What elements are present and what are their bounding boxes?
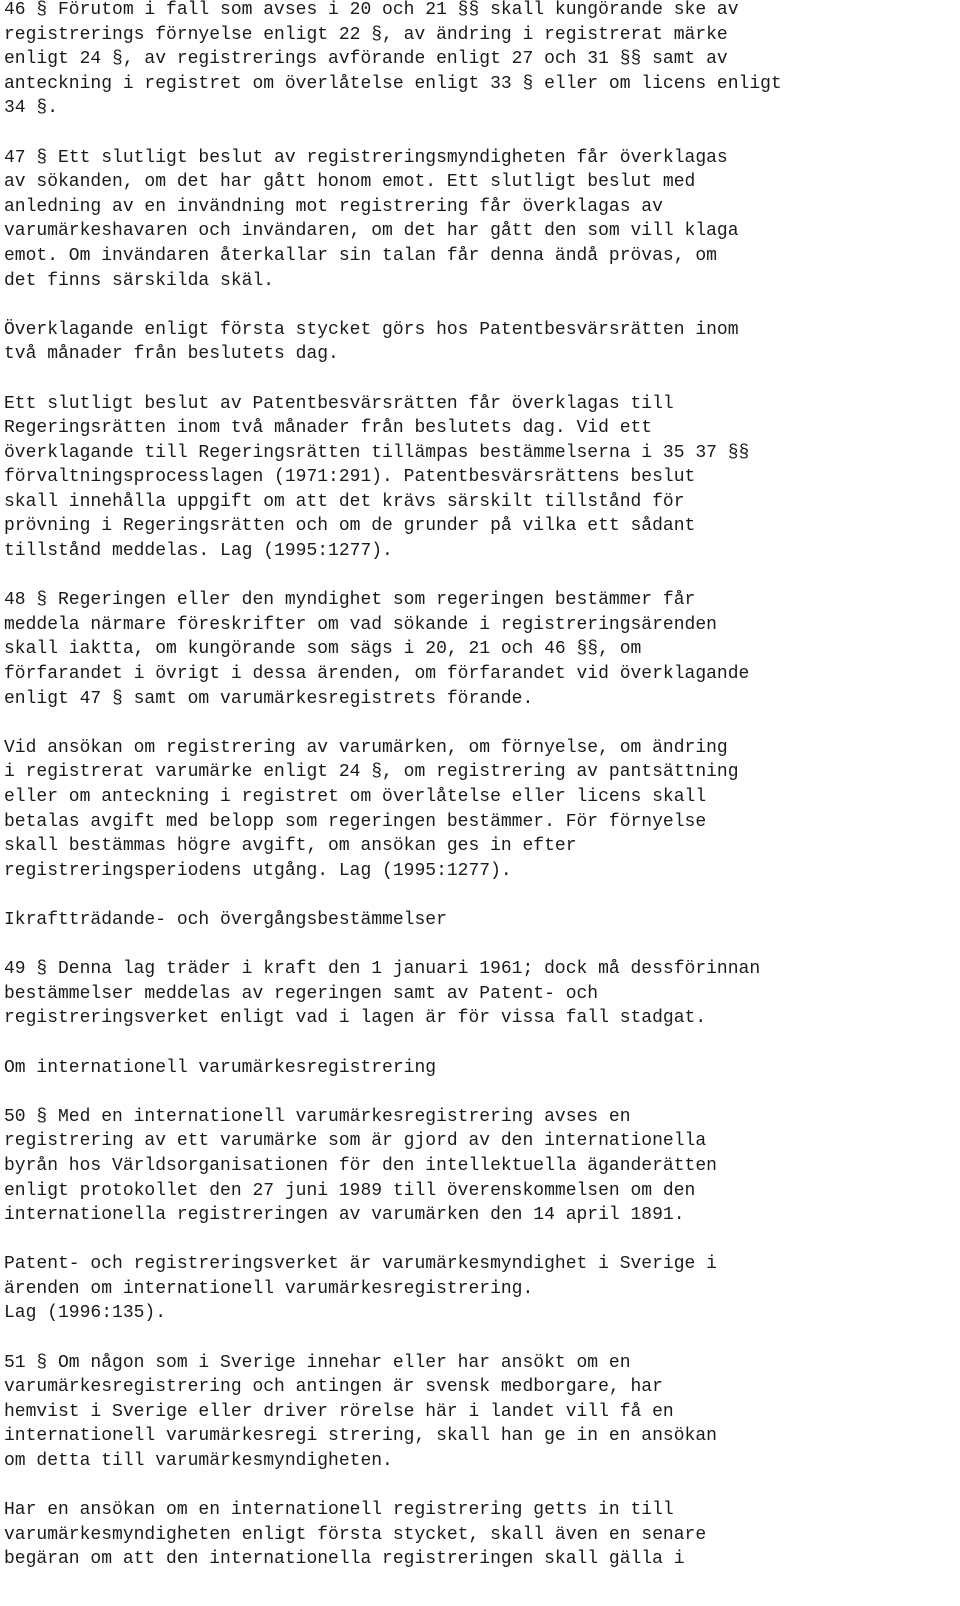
text-line: meddela närmare föreskrifter om vad sökande i registreringsärenden bbox=[4, 614, 717, 635]
text-line: enligt protokollet den 27 juni 1989 till överenskommelsen om den bbox=[4, 1180, 696, 1201]
paragraph bbox=[4, 146, 956, 294]
paragraph bbox=[4, 588, 956, 711]
text-line: Ikraftträdande- och övergångsbestämmelser bbox=[4, 909, 447, 930]
text-line: överklagande till Regeringsrätten tillämpas bestämmelserna i 35 37 §§ bbox=[4, 442, 750, 463]
text-line: Vid ansökan om registrering av varumärken, om förnyelse, om ändring bbox=[4, 737, 728, 758]
text-line: varumärkesregistrering och antingen är svensk medborgare, har bbox=[4, 1377, 663, 1398]
text-line: om detta till varumärkesmyndigheten. bbox=[4, 1451, 393, 1472]
text-line: registreringsverket enligt vad i lagen är för vissa fall stadgat. bbox=[4, 1008, 707, 1029]
text-line: förvaltningsprocesslagen (1971:291). Patentbesvärsrättens beslut bbox=[4, 467, 696, 488]
paragraph bbox=[4, 1105, 956, 1228]
text-line: registrerings förnyelse enligt 22 §, av ändring i registrerat märke bbox=[4, 24, 728, 45]
text-line: internationell varumärkesregi strering, skall han ge in en ansökan bbox=[4, 1426, 717, 1447]
text-line: enligt 24 §, av registrerings avförande enligt 27 och 31 §§ samt av bbox=[4, 49, 728, 70]
paragraph bbox=[4, 957, 956, 1031]
text-line: 48 § Regeringen eller den myndighet som regeringen bestämmer får bbox=[4, 590, 696, 611]
text-line: bestämmelser meddelas av regeringen samt av Patent- och bbox=[4, 983, 599, 1004]
text-line: Regeringsrätten inom två månader från beslutets dag. Vid ett bbox=[4, 418, 653, 439]
paragraph bbox=[4, 1056, 956, 1081]
text-line: Har en ansökan om en internationell registrering getts in till bbox=[4, 1500, 674, 1521]
paragraph bbox=[4, 1498, 956, 1572]
text-line: anledning av en invändning mot registrering får överklagas av bbox=[4, 196, 663, 217]
text-line: varumärkesmyndigheten enligt första stycket, skall även en senare bbox=[4, 1524, 707, 1545]
paragraph bbox=[4, 1351, 956, 1474]
text-line: Överklagande enligt första stycket görs hos Patentbesvärsrätten inom bbox=[4, 319, 739, 340]
text-line: tillstånd meddelas. Lag (1995:1277). bbox=[4, 541, 393, 562]
text-line: två månader från beslutets dag. bbox=[4, 344, 339, 365]
text-line: skall bestämmas högre avgift, om ansökan ges in efter bbox=[4, 836, 577, 857]
text-line: det finns särskilda skäl. bbox=[4, 270, 275, 291]
text-line: varumärkeshavaren och invändaren, om det har gått den som vill klaga bbox=[4, 221, 739, 242]
text-line: betalas avgift med belopp som regeringen bestämmer. För förnyelse bbox=[4, 811, 707, 832]
text-line: byrån hos Världsorganisationen för den intellektuella äganderätten bbox=[4, 1155, 717, 1176]
text-line: skall innehålla uppgift om att det krävs särskilt tillstånd för bbox=[4, 491, 685, 512]
text-line: av sökanden, om det har gått honom emot. Ett slutligt beslut med bbox=[4, 172, 696, 193]
paragraph bbox=[4, 0, 956, 121]
paragraph bbox=[4, 392, 956, 564]
paragraph bbox=[4, 1252, 956, 1326]
text-line: Lag (1996:135). bbox=[4, 1303, 167, 1324]
text-line: skall iaktta, om kungörande som sägs i 20, 21 och 46 §§, om bbox=[4, 639, 642, 660]
text-line: hemvist i Sverige eller driver rörelse här i landet vill få en bbox=[4, 1401, 674, 1422]
text-line: förfarandet i övrigt i dessa ärenden, om förfarandet vid överklagande bbox=[4, 664, 750, 685]
text-line: i registrerat varumärke enligt 24 §, om registrering av pantsättning bbox=[4, 762, 739, 783]
text-line: ärenden om internationell varumärkesregistrering. bbox=[4, 1278, 534, 1299]
text-line: 34 §. bbox=[4, 98, 59, 119]
text-line: eller om anteckning i registret om överlåtelse eller licens skall bbox=[4, 787, 707, 807]
text-line: 49 § Denna lag träder i kraft den 1 januari 1961; dock må dessförinnan bbox=[4, 959, 761, 980]
text-line: 46 § Förutom i fall som avses i 20 och 21 §§ skall kungörande ske av bbox=[4, 0, 739, 20]
text-line: begäran om att den internationella registreringen skall gälla i bbox=[4, 1549, 685, 1570]
text-line: Om internationell varumärkesregistrering bbox=[4, 1057, 437, 1078]
document-page bbox=[4, 0, 956, 1597]
text-line: anteckning i registret om överlåtelse enligt 33 § eller om licens enligt bbox=[4, 73, 782, 94]
text-line: prövning i Regeringsrätten och om de grunder på vilka ett sådant bbox=[4, 516, 696, 537]
paragraph bbox=[4, 736, 956, 884]
paragraph bbox=[4, 908, 956, 933]
text-line: internationella registreringen av varumärken den 14 april 1891. bbox=[4, 1205, 685, 1226]
text-line: emot. Om invändaren återkallar sin talan får denna ändå prövas, om bbox=[4, 245, 717, 266]
text-line: enligt 47 § samt om varumärkesregistrets förande. bbox=[4, 688, 534, 709]
text-line: 51 § Om någon som i Sverige innehar eller har ansökt om en bbox=[4, 1352, 631, 1373]
paragraph bbox=[4, 318, 956, 367]
text-line: 50 § Med en internationell varumärkesregistrering avses en bbox=[4, 1106, 631, 1127]
text-line: Patent- och registreringsverket är varumärkesmyndighet i Sverige i bbox=[4, 1254, 717, 1275]
text-line: Ett slutligt beslut av Patentbesvärsrätten får överklagas till bbox=[4, 393, 674, 414]
text-line: registrering av ett varumärke som är gjord av den internationella bbox=[4, 1131, 707, 1152]
text-line: 47 § Ett slutligt beslut av registreringsmyndigheten får överklagas bbox=[4, 147, 728, 168]
text-line: registreringsperiodens utgång. Lag (1995:1277). bbox=[4, 860, 512, 881]
